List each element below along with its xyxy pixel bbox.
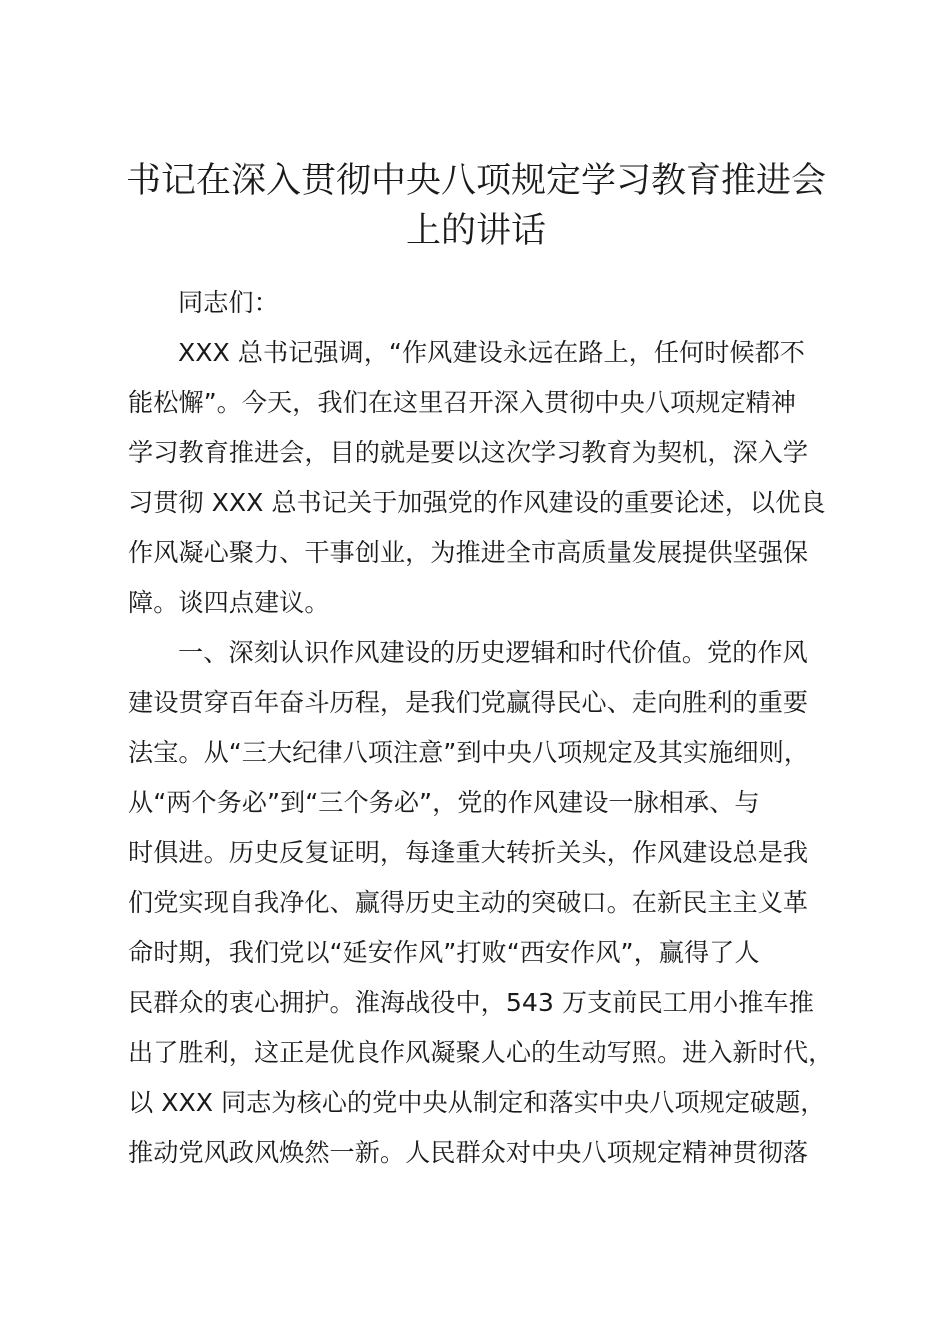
paragraph-line: 时俱进。历史反复证明，每逢重大转折关头，作风建设总是我: [128, 838, 809, 867]
paragraph-line: 能松懈”。今天，我们在这里召开深入贯彻中央八项规定精神: [128, 388, 796, 417]
document-body: [128, 278, 833, 1178]
paragraph-line: 从“两个务必”到“三个务必”，党的作风建设一脉相承、与: [128, 788, 760, 817]
paragraph-section-one: [128, 628, 833, 1178]
paragraph-line: 以 XXX 同志为核心的党中央从制定和落实中央八项规定破题，: [128, 1088, 826, 1117]
paragraph-line: 建设贯穿百年奋斗历程，是我们党赢得民心、走向胜利的重要: [128, 688, 809, 717]
paragraph-line: 习贯彻 XXX 总书记关于加强党的作风建设的重要论述，以优良: [128, 488, 826, 517]
paragraph-line: 民群众的衷心拥护。淮海战役中，543 万支前民工用小推车推: [128, 988, 814, 1017]
paragraph-line: 一、深刻认识作风建设的历史逻辑和时代价值。党的作风: [178, 638, 808, 667]
paragraph-line: 障。谈四点建议。: [128, 588, 330, 617]
paragraph-line: 命时期，我们党以“延安作风”打败“西安作风”，赢得了人: [128, 938, 760, 967]
paragraph-line: 作风凝心聚力、干事创业，为推进全市高质量发展提供坚强保: [128, 538, 809, 567]
paragraph-line: XXX 总书记强调，“作风建设永远在路上，任何时候都不: [178, 338, 805, 367]
paragraph-line: 们党实现自我净化、赢得历史主动的突破口。在新民主主义革: [128, 888, 809, 917]
paragraph-line: 学习教育推进会，目的就是要以这次学习教育为契机，深入学: [128, 438, 809, 467]
paragraph-line: 法宝。从“三大纪律八项注意”到中央八项规定及其实施细则，: [128, 738, 809, 767]
title-line-1: 书记在深入贯彻中央八项规定学习教育推进会: [125, 161, 826, 201]
paragraph-line: 出了胜利，这正是优良作风凝聚人心的生动写照。进入新时代，: [128, 1038, 834, 1067]
salutation: [128, 278, 833, 328]
document-title: [120, 156, 832, 256]
salutation-text: 同志们：: [178, 288, 279, 317]
paragraph-line: 推动党风政风焕然一新。人民群众对中央八项规定精神贯彻落: [128, 1138, 809, 1167]
title-line-2: 上的讲话: [405, 211, 546, 251]
paragraph-intro: [128, 328, 833, 628]
